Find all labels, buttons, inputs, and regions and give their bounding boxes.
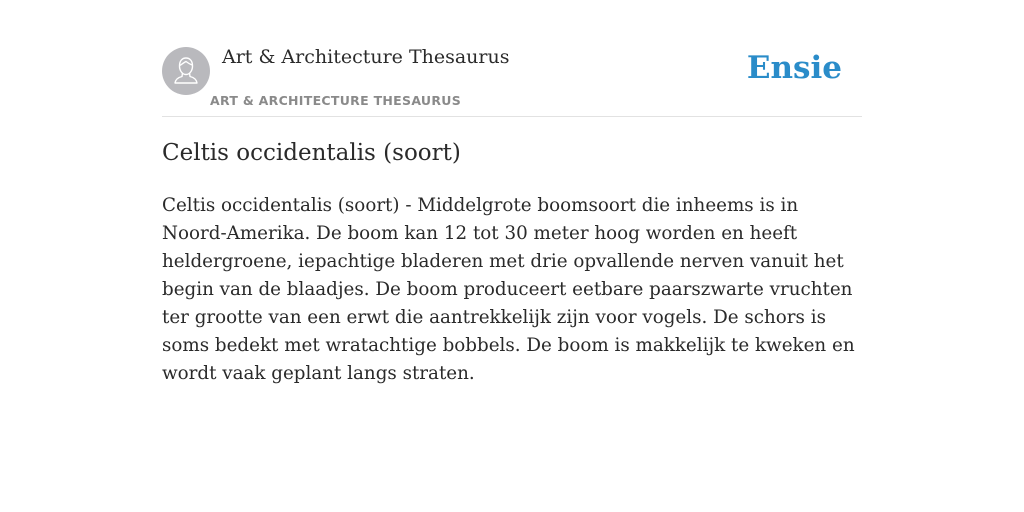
brand-logo-link[interactable]: Ensie (746, 50, 842, 86)
page-container (162, 0, 862, 384)
user-icon (162, 47, 210, 95)
source-subtitle[interactable]: ART & ARCHITECTURE THESAURUS (210, 93, 462, 108)
entry-body: Celtis occidentalis (soort) - Middelgrote boomsoort die inheems is in Noord-Amerika. De boom kan 12 tot 30 meter hoog worden en heeft heldergroene, iepachtige bladeren met drie opvallende nerven vanuit het begin van de blaadjes. De boom produceert eetbare paarszwarte vruchten ter grootte van een erwt die aantrekkelijk zijn voor vogels. De schors is soms bedekt met wratachtige bobbels. De boom is makkelijk te kweken en wordt vaak geplant langs straten. (162, 195, 855, 384)
source-title[interactable]: Art & Architecture Thesaurus (222, 46, 510, 68)
entry-title: Celtis occidentalis (soort) (162, 140, 461, 166)
source-avatar[interactable] (162, 47, 210, 95)
source-header (162, 0, 862, 117)
